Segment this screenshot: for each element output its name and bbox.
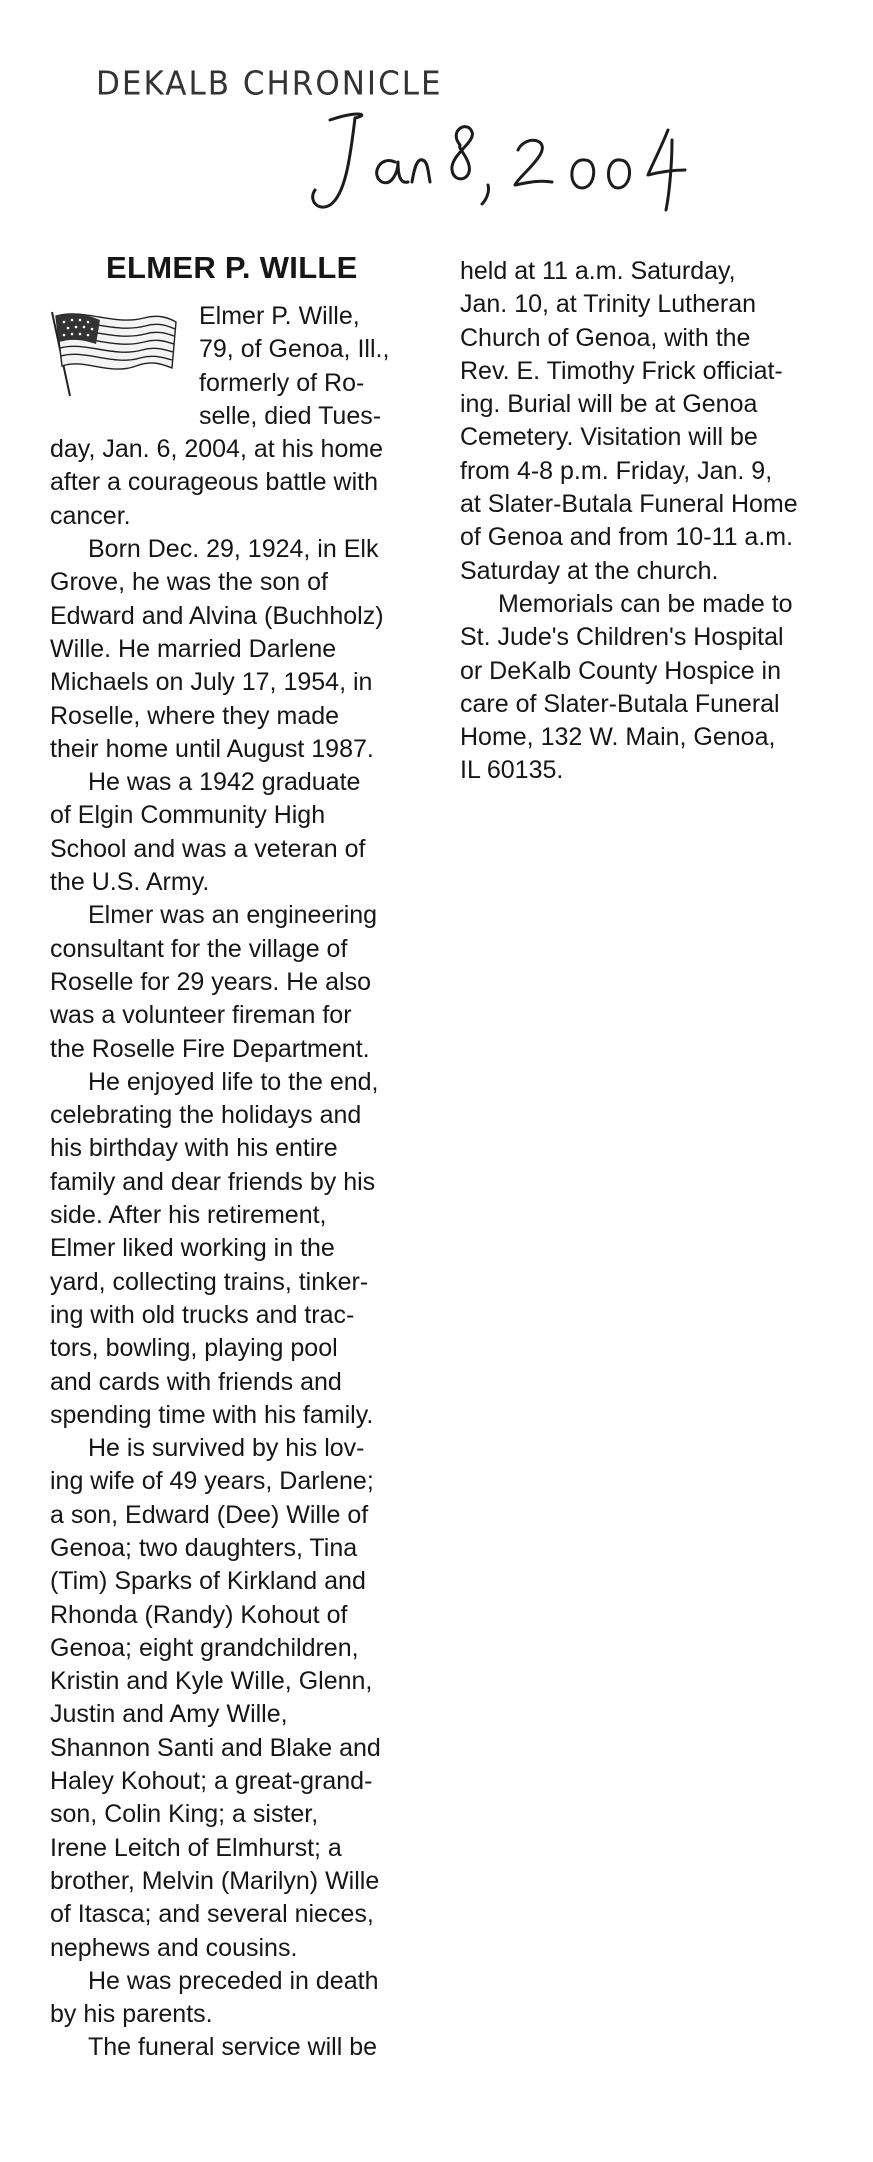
text-line: or DeKalb County Hospice in (460, 656, 781, 685)
text-line: son, Colin King; a sister, (50, 1800, 319, 1829)
text-line: Saturday at the church. (460, 556, 719, 585)
text-line: celebrating the holidays and (50, 1101, 362, 1130)
text-line: at Slater-Butala Funeral Home (460, 490, 798, 519)
text-line: cancer. (50, 501, 131, 530)
text-line: side. After his retirement, (50, 1201, 327, 1230)
text-line: Jan. 10, at Trinity Lutheran (460, 290, 757, 319)
text-line: his birthday with his entire (50, 1134, 338, 1163)
text-line: ing with old trucks and trac- (50, 1300, 355, 1329)
text-line: Haley Kohout; a great-grand- (50, 1767, 373, 1796)
right-column (460, 255, 860, 788)
text-line: selle, died Tues- (199, 401, 382, 430)
text-line: He is survived by his lov- (88, 1434, 365, 1463)
text-line: spending time with his family. (50, 1400, 374, 1429)
text-line: Church of Genoa, with the (460, 323, 751, 352)
text-line: tors, bowling, playing pool (50, 1334, 338, 1363)
text-line: Shannon Santi and Blake and (50, 1733, 381, 1762)
text-line: a son, Edward (Dee) Wille of (50, 1500, 369, 1529)
text-line: Wille. He married Darlene (50, 634, 337, 663)
text-line: Rev. E. Timothy Frick officiat- (460, 356, 783, 385)
text-line: 79, of Genoa, Ill., (199, 335, 390, 364)
text-line: family and dear friends by his (50, 1167, 376, 1196)
text-line: St. Jude's Children's Hospital (460, 623, 784, 652)
text-line: Born Dec. 29, 1924, in Elk (88, 535, 379, 564)
text-line: ing. Burial will be at Genoa (460, 390, 758, 419)
text-line: of Genoa and from 10-11 a.m. (460, 523, 794, 552)
obituary-headline: ELMER P. WILLE (106, 250, 358, 285)
text-line: Grove, he was the son of (50, 568, 328, 597)
text-line: Roselle for 29 years. He also (50, 967, 371, 996)
text-line: ing wife of 49 years, Darlene; (50, 1467, 374, 1496)
text-line: the Roselle Fire Department. (50, 1034, 370, 1063)
text-line: Irene Leitch of Elmhurst; a (50, 1833, 342, 1862)
text-line: Home, 132 W. Main, Genoa, (460, 723, 776, 752)
text-line: held at 11 a.m. Saturday, (460, 257, 736, 285)
text-line: care of Slater-Butala Funeral (460, 689, 780, 718)
text-line: He was preceded in death (88, 1966, 379, 1995)
text-line: from 4-8 p.m. Friday, Jan. 9, (460, 456, 773, 485)
text-line: yard, collecting trains, tinker- (50, 1267, 369, 1296)
text-line: Justin and Amy Wille, (50, 1700, 288, 1729)
text-line: Elmer liked working in the (50, 1234, 335, 1263)
text-line: after a courageous battle with (50, 468, 378, 497)
text-line: Elmer was an engineering (88, 901, 378, 930)
text-line: Michaels on July 17, 1954, in (50, 668, 373, 697)
text-line: IL 60135. (460, 756, 564, 785)
text-line: Roselle, where they made (50, 701, 340, 730)
text-line: nephews and cousins. (50, 1933, 298, 1962)
text-line: brother, Melvin (Marilyn) Wille (50, 1866, 380, 1895)
text-line: Kristin and Kyle Wille, Glenn, (50, 1667, 373, 1696)
text-line: and cards with friends and (50, 1367, 342, 1396)
text-line: their home until August 1987. (50, 734, 374, 763)
text-line: Edward and Alvina (Buchholz) (50, 601, 384, 630)
text-line: consultant for the village of (50, 934, 348, 963)
newspaper-masthead: DEKALB CHRONICLE (96, 65, 443, 103)
text-line: Rhonda (Randy) Kohout of (50, 1600, 348, 1629)
text-line: The funeral service will be (88, 2033, 378, 2062)
left-column (50, 300, 430, 2065)
text-line: He enjoyed life to the end, (88, 1067, 379, 1096)
text-line: He was a 1942 graduate (88, 768, 361, 797)
text-line: of Itasca; and several nieces, (50, 1900, 374, 1929)
text-line: day, Jan. 6, 2004, at his home (50, 435, 384, 464)
handwritten-date (300, 100, 700, 230)
text-line: Memorials can be made to (498, 589, 793, 618)
text-line: was a volunteer fireman for (50, 1001, 352, 1030)
text-line: the U.S. Army. (50, 868, 210, 897)
text-line: Cemetery. Visitation will be (460, 423, 758, 452)
text-line: Genoa; eight grandchildren, (50, 1633, 359, 1662)
text-line: by his parents. (50, 2000, 213, 2029)
text-line: formerly of Ro- (199, 368, 365, 397)
text-line: of Elgin Community High (50, 801, 326, 830)
text-line: School and was a veteran of (50, 834, 366, 863)
text-line: (Tim) Sparks of Kirkland and (50, 1567, 366, 1596)
text-line: Genoa; two daughters, Tina (50, 1533, 358, 1562)
text-line: Elmer P. Wille, (199, 302, 360, 330)
